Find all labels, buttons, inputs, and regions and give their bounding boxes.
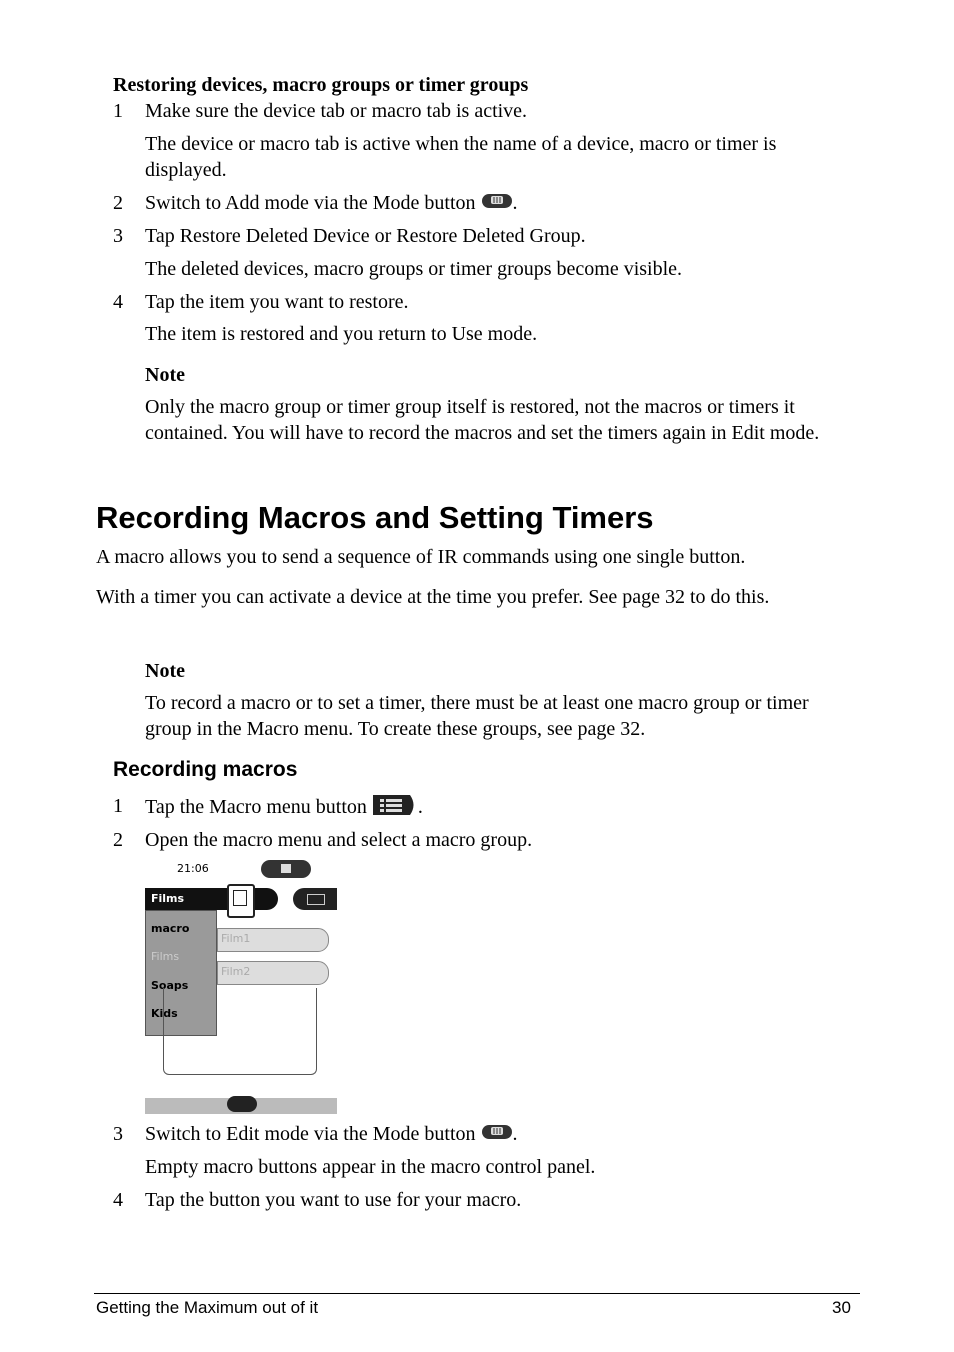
macro-button-label: Film1 [221, 932, 251, 945]
step-text: Make sure the device tab or macro tab is active. [145, 100, 528, 122]
step-number: 2 [113, 829, 123, 851]
step-number: 1 [113, 100, 123, 122]
macro-button-label: Film2 [221, 965, 251, 978]
step-suffix: . [512, 1123, 518, 1145]
step-suffix: . [512, 192, 518, 214]
step-number: 1 [113, 795, 123, 817]
subsection-title: Recording macros [113, 758, 298, 781]
step-text-with-icon [145, 793, 845, 824]
step-detail: The device or macro tab is active when the name of a device, macro or timer is displayed. [145, 133, 777, 181]
section-paragraph: With a timer you can activate a device at the time you prefer. See page 32 to do this. [96, 586, 770, 608]
menu-item[interactable]: Films [151, 950, 180, 963]
mode-button-icon [481, 191, 513, 217]
pointer-screen [233, 890, 247, 906]
menu-item[interactable]: Kids [151, 1007, 178, 1020]
step-suffix: . [417, 796, 423, 819]
step-number: 2 [113, 192, 123, 214]
step-text-with-icon [145, 1121, 845, 1148]
step-text: Switch to Add mode via the Mode button [145, 192, 476, 214]
step-detail: Empty macro buttons appear in the macro control panel. [145, 1156, 596, 1178]
menu-item[interactable]: Films [151, 892, 185, 905]
menu-item[interactable]: macro [151, 922, 190, 935]
bottom-bar-button[interactable] [227, 1096, 257, 1112]
step-number: 4 [113, 1189, 123, 1211]
step-detail: The deleted devices, macro groups or timer groups become visible. [145, 258, 683, 280]
note-label: Note [145, 364, 185, 386]
step-text-with-icon [145, 190, 845, 217]
note-text: To record a macro or to set a timer, there must be at least one macro group or timer group in the Macro menu. To create these groups, see page 32. [145, 692, 809, 740]
step-text: Tap the Macro menu button [145, 796, 367, 819]
step-text: Tap the button you want to use for your macro. [145, 1189, 522, 1211]
step-number: 4 [113, 291, 123, 313]
mode-button-icon [481, 1122, 513, 1148]
device-screen-illustration [145, 858, 337, 1114]
macro-menu-button-icon [372, 793, 418, 824]
step-number: 3 [113, 1123, 123, 1145]
step-text: Switch to Edit mode via the Mode button [145, 1123, 476, 1145]
footer-title: Getting the Maximum out of it [96, 1298, 319, 1317]
step-text: Tap Restore Deleted Device or Restore Deleted Group. [145, 225, 586, 247]
note-label: Note [145, 660, 185, 682]
page-number: 30 [832, 1298, 851, 1317]
step-detail: The item is restored and you return to Use mode. [145, 323, 538, 345]
control-panel-frame [163, 988, 317, 1075]
section-title: Recording Macros and Setting Timers [96, 500, 654, 535]
section-paragraph: A macro allows you to send a sequence of IR commands using one single button. [96, 546, 746, 568]
mode-icon [281, 864, 291, 873]
footer-rule [94, 1293, 860, 1294]
clock-text: 21:06 [177, 862, 209, 875]
step-number: 3 [113, 225, 123, 247]
note-text: Only the macro group or timer group itself is restored, not the macros or timers it contained. You will have to record the macros and set the timers again in Edit mode. [145, 396, 820, 444]
right-tab-icon [307, 894, 325, 905]
menu-item[interactable]: Soaps [151, 979, 189, 992]
step-text: Tap the item you want to restore. [145, 291, 409, 313]
step-text: Open the macro menu and select a macro group. [145, 829, 533, 851]
restore-heading: Restoring devices, macro groups or timer groups [113, 74, 529, 96]
